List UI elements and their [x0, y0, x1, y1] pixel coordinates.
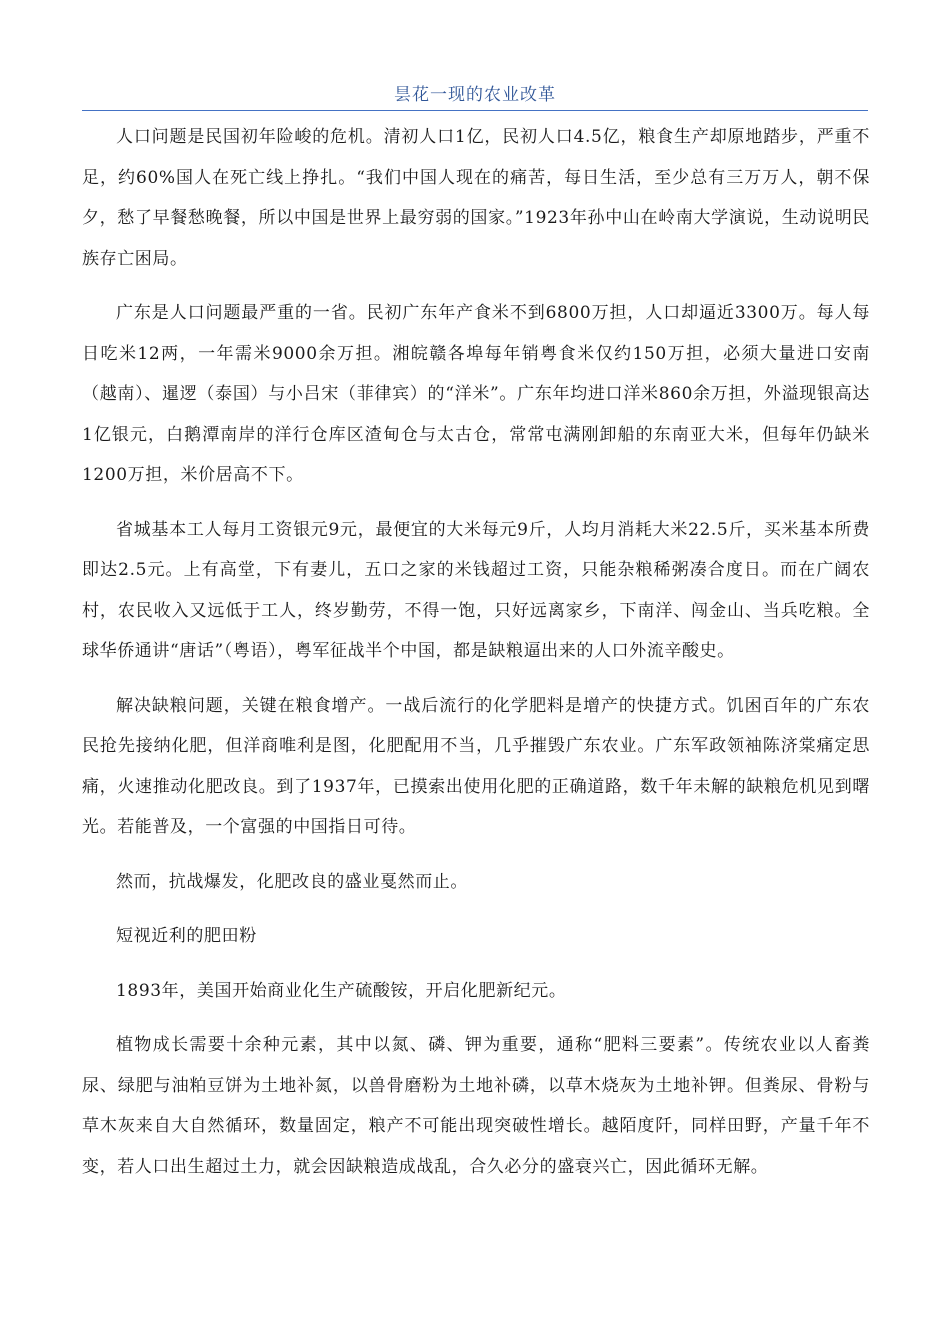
paragraph-ammonium-sulfate: 1893年，美国开始商业化生产硫酸铵，开启化肥新纪元。 — [116, 980, 567, 1001]
paragraph-workers-wages: 省城基本工人每月工资银元9元，最便宜的大米每元9斤，人均月消耗大米22.5斤，买米基本所费即达2.5元。上有高堂，下有妻儿，五口之家的米钱超过工资，只能杂粮稀粥凑合度日。而在广阔农村，农民收入又远低于工人，终岁勤劳，不得一饱，只好远离家乡，下南洋、闯金山、当兵吃粮。全球华侨通讲“唐话”（粤语），粤军征战半个中国，都是缺粮逼出来的人口外流辛酸史。 — [82, 519, 870, 661]
section-heading: 短视近利的肥田粉 — [116, 926, 257, 946]
paragraph-three-elements: 植物成长需要十余种元素，其中以氮、磷、钾为重要，通称“肥料三要素”。传统农业以人畜粪尿、绿肥与油粕豆饼为土地补氮，以兽骨磨粉为土地补磷，以草木烧灰为土地补钾。但粪尿、骨粉与草木灰来自大自然循环，数量固定，粮产不可能出现突破性增长。越陌度阡，同样田野，产量千年不变，若人口出生超过土力，就会因缺粮造成战乱，合久必分的盛衰兴亡，因此循环无解。 — [82, 1035, 870, 1177]
page-header — [82, 82, 868, 111]
paragraph-guangdong-rice: 广东是人口问题最严重的一省。民初广东年产食米不到6800万担，人口却逼近3300万。每人每日吃米12两，一年需米9000余万担。湘皖赣各埠每年销粤食米仅约150万担，必须大量进口安南（越南）、暹逻（泰国）与小吕宋（菲律宾）的“洋米”。广东年均进口洋米860余万担，外溢现银高达1亿银元，白鹅潭南岸的洋行仓库区渣甸仓与太古仓，常常屯满刚卸船的东南亚大米，但每年仍缺米1200万担，米价居高不下。 — [82, 303, 870, 485]
paragraph-population-crisis: 人口问题是民国初年险峻的危机。清初人口1亿，民初人口4.5亿，粮食生产却原地踏步，严重不足，约60%国人在死亡线上挣扎。“我们中国人现在的痛苦，每日生活，至少总有三万万人，朝不保夕，愁了早餐愁晚餐，所以中国是世界上最穷弱的国家。”1923年孙中山在岭南大学演说，生动说明民族存亡困局。 — [82, 127, 870, 269]
header-title: 昙花一现的农业改革 — [394, 85, 556, 105]
paragraph-war-outbreak: 然而，抗战爆发，化肥改良的盛业戛然而止。 — [116, 871, 468, 892]
paragraph-fertilizer-solution: 解决缺粮问题，关键在粮食增产。一战后流行的化学肥料是增产的快捷方式。饥困百年的广东农民抢先接纳化肥，但洋商唯利是图，化肥配用不当，几乎摧毁广东农业。广东军政领袖陈济棠痛定思痛，火速推动化肥改良。到了1937年，已摸索出使用化肥的正确道路，数千年未解的缺粮危机见到曙光。若能普及，一个富强的中国指日可待。 — [82, 695, 870, 837]
article-body — [82, 117, 870, 1201]
